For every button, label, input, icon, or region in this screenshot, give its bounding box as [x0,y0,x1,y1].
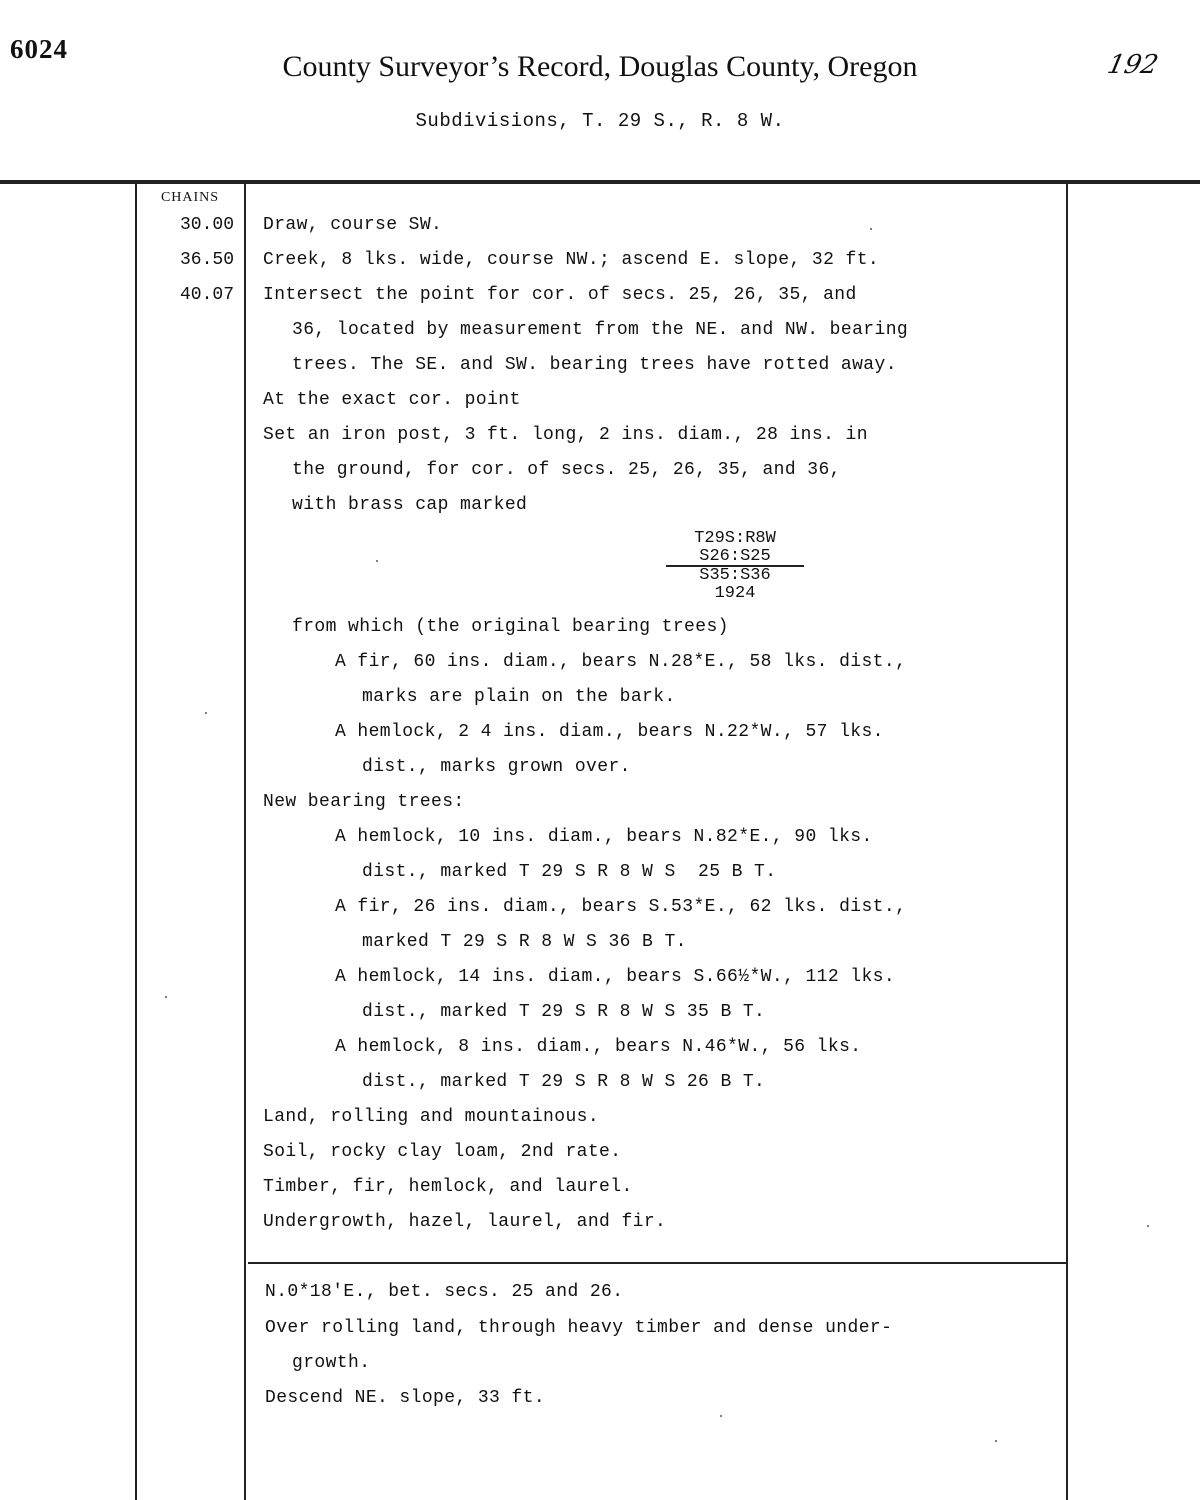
record-line: A hemlock, 14 ins. diam., bears S.66½*W., 112 lks. [335,967,896,987]
scan-speck [376,560,378,562]
page-title: County Surveyor’s Record, Douglas County, Oregon [282,50,918,83]
record-line: dist., marked T 29 S R 8 W S 25 B T. [362,862,777,882]
section-separator [248,1262,1068,1264]
record-line: At the exact cor. point [263,390,521,410]
record-line: Set an iron post, 3 ft. long, 2 ins. diam., 28 ins. in [263,425,868,445]
chain-value: 30.00 [179,215,234,235]
record-line: from which (the original bearing trees) [292,617,729,637]
record-line: marks are plain on the bark. [362,687,676,707]
record-line: dist., marks grown over. [362,757,631,777]
cap-year: 1924 [714,583,756,603]
record-line: the ground, for cor. of secs. 25, 26, 35, and 36, [292,460,841,480]
page-subtitle: Subdivisions, T. 29 S., R. 8 W. [415,110,785,132]
record-number: 6024 [10,34,68,64]
record-line: dist., marked T 29 S R 8 W S 35 B T. [362,1002,766,1022]
record-line: Soil, rocky clay loam, 2nd rate. [263,1142,622,1162]
right-column-rule [1066,182,1068,1500]
scan-speck [720,1415,722,1417]
cap-township-range: T29S:R8W [694,529,776,548]
record-line: trees. The SE. and SW. bearing trees have rotted away. [292,355,897,375]
chains-column-rule [244,182,246,1500]
record-line: with brass cap marked [292,495,528,515]
next-section-line: Descend NE. slope, 33 ft. [265,1388,546,1408]
cap-sections-north: S26:S25 [699,546,771,566]
brass-cap-marking [660,530,810,602]
next-section-line: Over rolling land, through heavy timber and dense under- [265,1318,893,1338]
scan-speck [165,996,167,998]
record-line: marked T 29 S R 8 W S 36 B T. [362,932,687,952]
record-line: Intersect the point for cor. of secs. 25, 26, 35, and [263,285,857,305]
scan-speck [1147,1225,1149,1227]
record-line: A hemlock, 2 4 ins. diam., bears N.22*W., 57 lks. [335,722,884,742]
record-line: Draw, course SW. [263,215,443,235]
record-line: Timber, fir, hemlock, and laurel. [263,1177,633,1197]
record-line: Undergrowth, hazel, laurel, and fir. [263,1212,667,1232]
header-rule [0,180,1200,184]
record-line: dist., marked T 29 S R 8 W S 26 B T. [362,1072,766,1092]
record-line: New bearing trees: [263,792,465,812]
record-line: A fir, 60 ins. diam., bears N.28*E., 58 lks. dist., [335,652,907,672]
record-line: 36, located by measurement from the NE. and NW. bearing [292,320,909,340]
record-line: Land, rolling and mountainous. [263,1107,600,1127]
page-number: 192 [1104,50,1161,80]
next-section-line: growth. [292,1353,371,1373]
scan-speck [995,1440,997,1442]
scan-speck [205,712,207,714]
record-line: A hemlock, 10 ins. diam., bears N.82*E., 90 lks. [335,827,873,847]
next-section-line: N.0*18'E., bet. secs. 25 and 26. [265,1282,624,1302]
record-line: A hemlock, 8 ins. diam., bears N.46*W., 56 lks. [335,1037,862,1057]
left-column-rule [135,182,137,1500]
record-line: Creek, 8 lks. wide, course NW.; ascend E. slope, 32 ft. [263,250,880,270]
cap-sections-south: S35:S36 [699,566,771,585]
chains-column-header: CHAINS [160,190,220,205]
chain-value: 36.50 [179,250,234,270]
chain-value: 40.07 [179,285,234,305]
scan-speck [870,228,872,230]
record-line: A fir, 26 ins. diam., bears S.53*E., 62 lks. dist., [335,897,907,917]
